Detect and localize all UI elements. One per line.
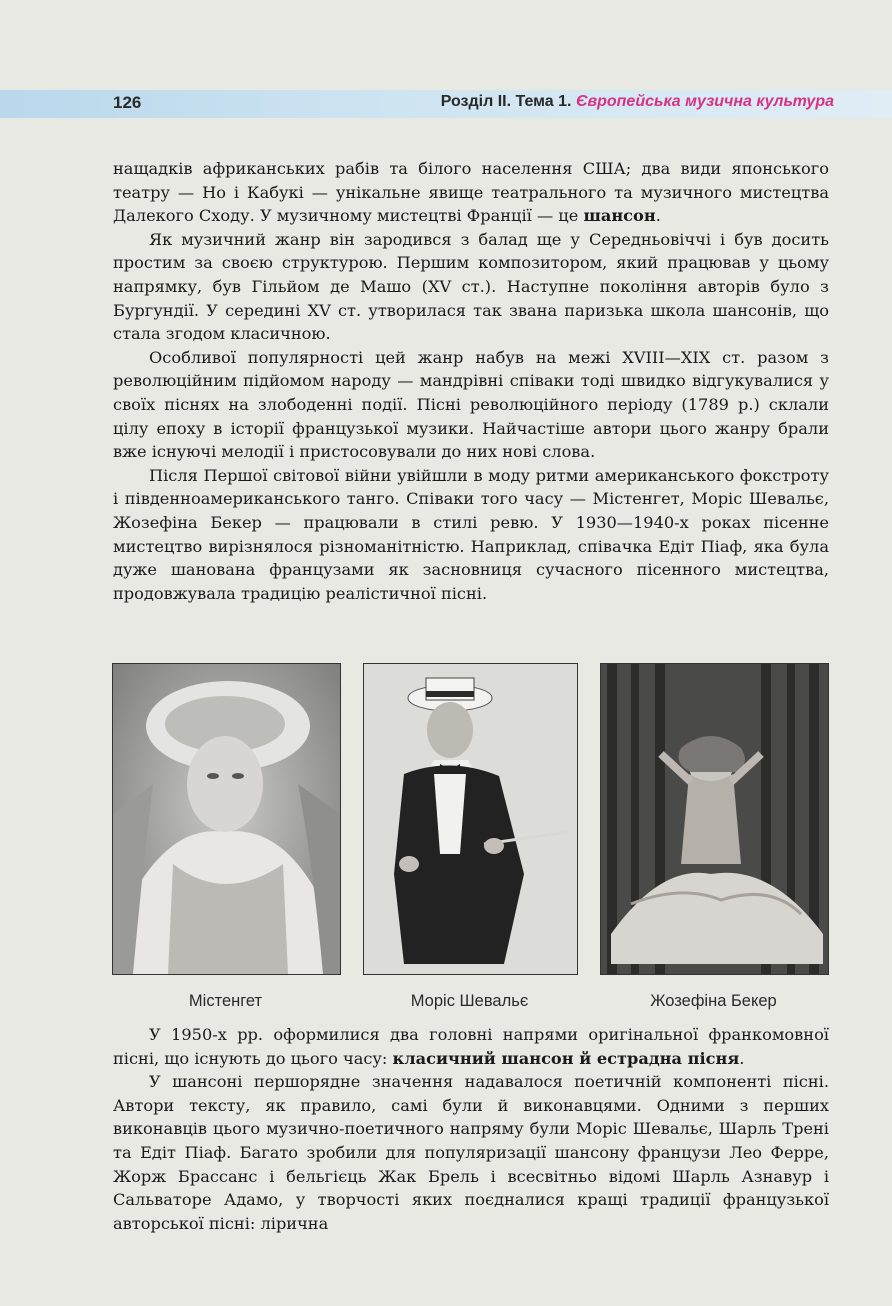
paragraph [113, 157, 829, 228]
section-label: Розділ ІІ. Тема 1. [440, 93, 572, 110]
body-text-bottom [113, 1023, 829, 1235]
caption-josephine-baker: Жозефіна Бекер [650, 992, 777, 1010]
paragraph [113, 464, 829, 606]
photo-josephine-baker [600, 663, 829, 975]
bold-term: шансон [583, 206, 656, 226]
running-head [441, 93, 834, 111]
text-run: . [655, 206, 661, 226]
text-run: У шансоні першорядне значення надавалося поетичній компоненті пісні. Автори тексту, як правило, самі були й виконавцями. Одними з перших виконавців цього музично-поетичного напряму були Моріс Шевальє, Шарль Трені та Едіт Піаф. Багато зробили для популяризації шансону французи Лео Ферре, Жорж Брассанс і бельгієць Жак Брель і всесвітньо відомі Шарль Азнавур і Сальваторе Адамо, у творчості яких поєдналися кращі традиції французької авторської пісні: лірична [113, 1072, 829, 1233]
body-text-top [113, 157, 829, 605]
paragraph [113, 346, 829, 464]
photo-mistinguett [112, 663, 341, 975]
bold-term: класичний шансон й естрадна пісня [392, 1048, 740, 1068]
page-number: 126 [113, 93, 142, 112]
text-run: . [739, 1048, 745, 1068]
caption-mistinguett: Містенгет [188, 992, 263, 1010]
text-run: Особливої популярності цей жанр набув на межі XVIII—XIX ст. разом з революційним підйомом народу — мандрівні співаки тоді швидко відгукувалися у своїх піснях на злободенні події. Пісні революційного періоду (1789 р.) склали цілу епоху в історії французької музики. Найчастіше автори цього жанру брали вже існуючі мелодії і пристосовували до них нові слова. [113, 347, 829, 462]
topic-label: Європейська музична культура [575, 93, 834, 110]
photo-maurice-chevalier [363, 663, 578, 975]
text-run: У 1950-х рр. оформилися два головні напрями оригінальної франкомовної пісні, що існують до цього часу: [113, 1025, 829, 1068]
paragraph [113, 1023, 829, 1070]
paragraph [113, 228, 829, 346]
text-run: нащадків африканських рабів та білого населення США; два види японського театру — Но і Кабукі — унікальне явище театрального та музичного мистецтва Далекого Сходу. У музичному мистецтві Франції — це [113, 159, 829, 226]
caption-maurice-chevalier: Моріс Шевальє [410, 992, 529, 1010]
text-run: Як музичний жанр він зародився з балад ще у Середньовіччі і був досить простим за своєю структурою. Першим композитором, який працював у цьому напрямку, був Гільйом де Машо (XV ст.). Наступне покоління авторів було з Бургундії. У середині XV ст. утворилася так звана паризька школа шансонів, що стала згодом класичною. [113, 229, 829, 344]
paragraph [113, 1070, 829, 1235]
text-run: Після Першої світової війни увійшли в моду ритми американського фокстроту і південноамериканського танго. Співаки того часу — Містенгет, Моріс Шевальє, Жозефіна Бекер — працювали в стилі ревю. У 1930—1940-х роках пісенне мистецтво вирізнялося різноманітністю. Наприклад, співачка Едіт Піаф, яка була дуже шанована французами як засновниця сучасного пісенного мистецтва, продовжувала традицію реалістичної пісні. [113, 465, 829, 603]
